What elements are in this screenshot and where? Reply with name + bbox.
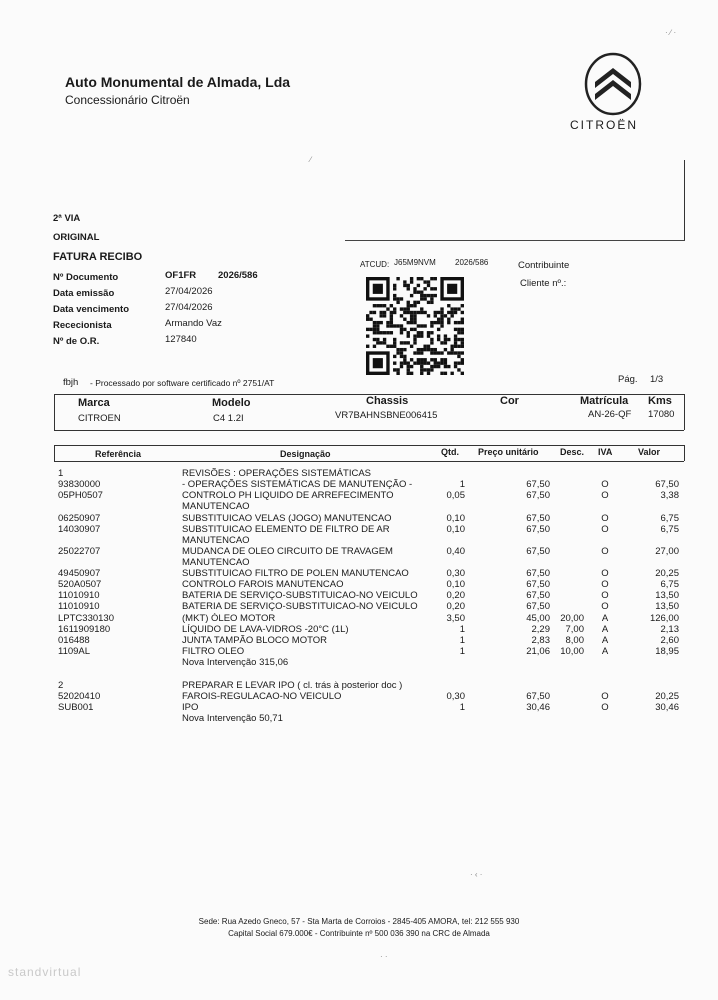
vehicle-kms: 17080	[648, 409, 675, 420]
software-code: fbjh	[63, 377, 79, 388]
cell-valor: 30,46	[655, 702, 679, 713]
cell-desc: MUDANCA DE OLEO CIRCUITO DE TRAVAGEM	[182, 546, 393, 557]
due-date: 27/04/2026	[165, 302, 213, 313]
cell-iva: O	[601, 490, 609, 501]
cell-iva: O	[601, 579, 609, 590]
col-header-disc: Desc.	[560, 447, 585, 457]
cell-iva: O	[601, 524, 609, 535]
cell-valor: 67,50	[655, 479, 679, 490]
receptionist: Armando Vaz	[165, 318, 222, 329]
cell-ref: 93830000	[58, 479, 101, 490]
cell-iva: A	[601, 646, 609, 657]
cell-qtd: 0,10	[446, 524, 465, 535]
doc-number-label: Nº Documento	[53, 272, 119, 283]
cell-disc: 8,00	[565, 635, 584, 646]
cell-valor: 13,50	[655, 601, 679, 612]
cell-valor: 126,00	[649, 613, 679, 624]
cell-valor: 3,38	[660, 490, 679, 501]
cell-valor: 13,50	[655, 590, 679, 601]
cell-iva: O	[601, 513, 609, 524]
cell-desc: SUBSTITUICAO ELEMENTO DE FILTRO DE AR	[182, 524, 390, 535]
cell-desc: SUBSTITUICAO FILTRO DE POLEN MANUTENCAO	[182, 568, 409, 579]
original-label: ORIGINAL	[53, 232, 100, 243]
cell-ref: 2	[58, 680, 64, 691]
via-label: 2ª VIA	[53, 213, 81, 224]
col-header-ref: Referência	[95, 449, 142, 459]
vehicle-header-marca: Marca	[78, 397, 110, 409]
cell-ref: 11010910	[58, 590, 100, 601]
or-number-label: Nº de O.R.	[53, 336, 100, 347]
cell-price: 67,50	[526, 568, 550, 579]
vehicle-modelo: C4 1.2I	[213, 413, 244, 424]
cell-price: 30,46	[526, 702, 550, 713]
cell-qtd: 0,40	[446, 546, 465, 557]
cell-price: 67,50	[526, 479, 550, 490]
cell-iva: O	[601, 601, 609, 612]
issue-date: 27/04/2026	[165, 286, 213, 297]
vehicle-chassis: VR7BAHNSBNE006415	[335, 410, 438, 421]
cell-iva: A	[601, 613, 609, 624]
cell-desc: IPO	[182, 702, 199, 713]
vehicle-header-cor: Cor	[500, 395, 519, 407]
vehicle-header-kms: Kms	[648, 395, 672, 407]
vehicle-header-modelo: Modelo	[212, 397, 251, 409]
watermark: standvirtual	[8, 965, 82, 979]
cell-desc: MANUTENCAO	[182, 557, 250, 568]
atcud-label: ATCUD:	[360, 260, 390, 269]
cell-ref: 016488	[58, 635, 90, 646]
footer-address: Sede: Rua Azedo Gneco, 57 - Sta Marta de Corroios - 2845-405 AMORA, tel: 212 555 930	[198, 917, 520, 926]
cell-ref: SUB001	[58, 702, 94, 713]
company-subtitle: Concessionário Citroën	[65, 93, 190, 107]
page-label: Pág.	[618, 374, 638, 385]
cell-qtd: 0,30	[446, 568, 465, 579]
cell-ref: 1	[58, 468, 64, 479]
cell-disc: 20,00	[560, 613, 584, 624]
cell-desc: Nova Intervenção 315,06	[182, 657, 289, 668]
cell-ref: 06250907	[58, 513, 101, 524]
cell-desc: JUNTA TAMPÃO BLOCO MOTOR	[182, 635, 327, 646]
cell-desc: FILTRO OLEO	[182, 646, 245, 657]
cell-qtd: 0,20	[446, 590, 465, 601]
vehicle-header-matricula: Matrícula	[580, 395, 629, 407]
cell-iva: O	[601, 691, 609, 702]
cell-valor: 2,13	[660, 624, 679, 635]
cell-qtd: 1	[459, 624, 465, 635]
issue-date-label: Data emissão	[53, 288, 115, 299]
contribuinte-label: Contribuinte	[518, 260, 570, 271]
cell-qtd: 1	[459, 646, 465, 657]
cell-price: 67,50	[526, 579, 550, 590]
cell-ref: 11010910	[58, 601, 100, 612]
cell-desc: MANUTENCAO	[182, 501, 250, 512]
cell-qtd: 0,10	[446, 579, 465, 590]
company-name: Auto Monumental de Almada, Lda	[65, 74, 291, 90]
vehicle-header-chassis: Chassis	[366, 395, 409, 407]
cell-desc: LÍQUIDO DE LAVA-VIDROS -20°C (1L)	[182, 624, 349, 635]
cell-valor: 2,60	[660, 635, 679, 646]
qr-code	[366, 277, 464, 375]
col-header-qtd: Qtd.	[441, 447, 459, 457]
cell-price: 67,50	[526, 601, 550, 612]
cell-price: 67,50	[526, 590, 550, 601]
cell-valor: 6,75	[660, 524, 679, 535]
cell-desc: CONTROLO FAROIS MANUTENCAO	[182, 579, 344, 590]
cell-disc: 7,00	[565, 624, 584, 635]
cell-iva: O	[601, 702, 609, 713]
cell-iva: A	[601, 624, 609, 635]
cell-qtd: 0,05	[446, 490, 465, 501]
doc-number: 2026/586	[218, 270, 258, 281]
cell-ref: 52020410	[58, 691, 101, 702]
cell-desc: MANUTENCAO	[182, 535, 250, 546]
cell-valor: 6,75	[660, 513, 679, 524]
page-number: 1/3	[650, 374, 664, 385]
cell-desc: SUBSTITUICAO VELAS (JOGO) MANUTENCAO	[182, 513, 392, 524]
cell-price: 21,06	[526, 646, 550, 657]
cell-price: 67,50	[526, 524, 550, 535]
cell-ref: 520A0507	[58, 579, 102, 590]
cell-qtd: 0,20	[446, 601, 465, 612]
brand-wordmark: CITROËN	[570, 118, 638, 132]
cell-qtd: 0,30	[446, 691, 465, 702]
cell-qtd: 1	[459, 702, 465, 713]
cell-iva: O	[601, 568, 609, 579]
cell-desc: BATERIA DE SERVIÇO-SUBSTITUICAO-NO VEICULO	[182, 601, 418, 612]
doc-series: OF1FR	[165, 270, 197, 281]
col-header-valor: Valor	[638, 447, 661, 457]
cell-desc: PREPARAR E LEVAR IPO ( cl. trás à posterior doc )	[182, 680, 403, 691]
citroen-chevrons-icon	[583, 52, 643, 119]
col-header-price: Preço unitário	[478, 447, 539, 457]
cell-valor: 18,95	[655, 646, 679, 657]
cell-price: 67,50	[526, 490, 550, 501]
document-type: FATURA RECIBO	[53, 251, 143, 263]
col-header-desc: Designação	[280, 449, 331, 459]
cell-qtd: 1	[459, 479, 465, 490]
cell-ref: 05PH0507	[58, 490, 103, 501]
cell-price: 2,83	[531, 635, 550, 646]
cell-desc: (MKT) ÓLEO MOTOR	[182, 613, 276, 624]
due-date-label: Data vencimento	[53, 304, 130, 315]
cell-iva: O	[601, 546, 609, 557]
cell-valor: 27,00	[655, 546, 679, 557]
vehicle-marca: CITROEN	[78, 413, 121, 424]
cell-price: 45,00	[526, 613, 550, 624]
footer-capital: Capital Social 679.000€ - Contribuinte nº 500 036 390 na CRC de Almada	[228, 929, 490, 938]
software-certificate-text: - Processado por software certificado nº 2751/AT	[90, 378, 275, 388]
cell-valor: 20,25	[655, 691, 679, 702]
cell-ref: 1611909180	[58, 624, 111, 635]
cell-qtd: 1	[459, 635, 465, 646]
cell-ref: 1109AL	[58, 646, 91, 657]
or-number: 127840	[165, 334, 197, 345]
cell-desc: FAROIS-REGULACAO-NO VEICULO	[182, 691, 342, 702]
cell-iva: A	[601, 635, 609, 646]
cell-desc: Nova Intervenção 50,71	[182, 713, 283, 724]
vehicle-matricula: AN-26-QF	[588, 409, 632, 420]
cell-ref: 49450907	[58, 568, 101, 579]
cell-valor: 6,75	[660, 579, 679, 590]
cell-price: 67,50	[526, 513, 550, 524]
cell-desc: BATERIA DE SERVIÇO-SUBSTITUICAO-NO VEICULO	[182, 590, 418, 601]
cell-disc: 10,00	[560, 646, 584, 657]
cell-qtd: 0,10	[446, 513, 465, 524]
cell-desc: - OPERAÇÕES SISTEMÁTICAS DE MANUTENÇÃO -	[182, 479, 413, 490]
receptionist-label: Rececionista	[53, 320, 112, 331]
cell-ref: 25022707	[58, 546, 101, 557]
col-header-iva: IVA	[598, 447, 613, 457]
cell-ref: LPTC330130	[58, 613, 114, 624]
cell-price: 67,50	[526, 546, 550, 557]
atcud-number: 2026/586	[455, 258, 489, 267]
cell-ref: 14030907	[58, 524, 101, 535]
atcud-code: J65M9NVM	[394, 258, 436, 267]
cell-valor: 20,25	[655, 568, 679, 579]
cell-iva: O	[601, 590, 609, 601]
cell-price: 2,29	[531, 624, 550, 635]
cell-iva: O	[601, 479, 609, 490]
cell-qtd: 3,50	[446, 613, 465, 624]
cell-desc: REVISÕES : OPERAÇÕES SISTEMÁTICAS	[182, 468, 371, 479]
cell-price: 67,50	[526, 691, 550, 702]
cliente-number-label: Cliente nº.:	[520, 278, 567, 289]
cell-desc: CONTROLO PH LIQUIDO DE ARREFECIMENTO	[182, 490, 394, 501]
